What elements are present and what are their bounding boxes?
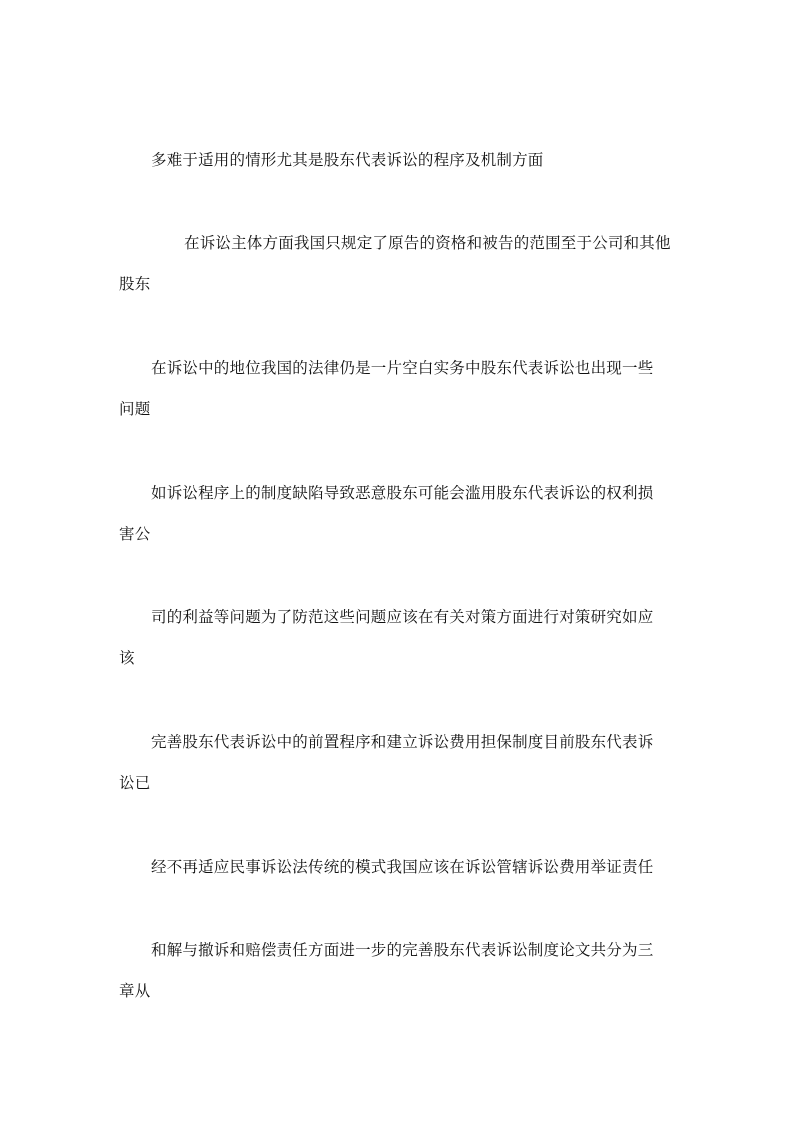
- text-line: 多难于适用的情形尤其是股东代表诉讼的程序及机制方面: [151, 151, 544, 169]
- text-line: 在诉讼中的地位我国的法律仍是一片空白实务中股东代表诉讼也出现一些: [151, 359, 654, 377]
- text-line: 完善股东代表诉讼中的前置程序和建立诉讼费用担保制度目前股东代表诉: [151, 733, 654, 751]
- text-line: 如诉讼程序上的制度缺陷导致恶意股东可能会滥用股东代表诉讼的权利损: [151, 484, 654, 502]
- text-line: 问题: [119, 400, 151, 418]
- text-line: 股东: [119, 275, 151, 293]
- text-line: 害公: [119, 525, 151, 543]
- text-line: 该: [119, 649, 135, 667]
- text-line: 和解与撤诉和赔偿责任方面进一步的完善股东代表诉讼制度论文共分为三: [151, 941, 654, 959]
- text-line: 经不再适应民事诉讼法传统的模式我国应该在诉讼管辖诉讼费用举证责任: [151, 858, 654, 876]
- text-line: 章从: [119, 982, 151, 1000]
- text-line: 司的利益等问题为了防范这些问题应该在有关对策方面进行对策研究如应: [151, 608, 654, 626]
- text-line: 在诉讼主体方面我国只规定了原告的资格和被告的范围至于公司和其他: [184, 234, 671, 252]
- text-line: 讼已: [119, 774, 151, 792]
